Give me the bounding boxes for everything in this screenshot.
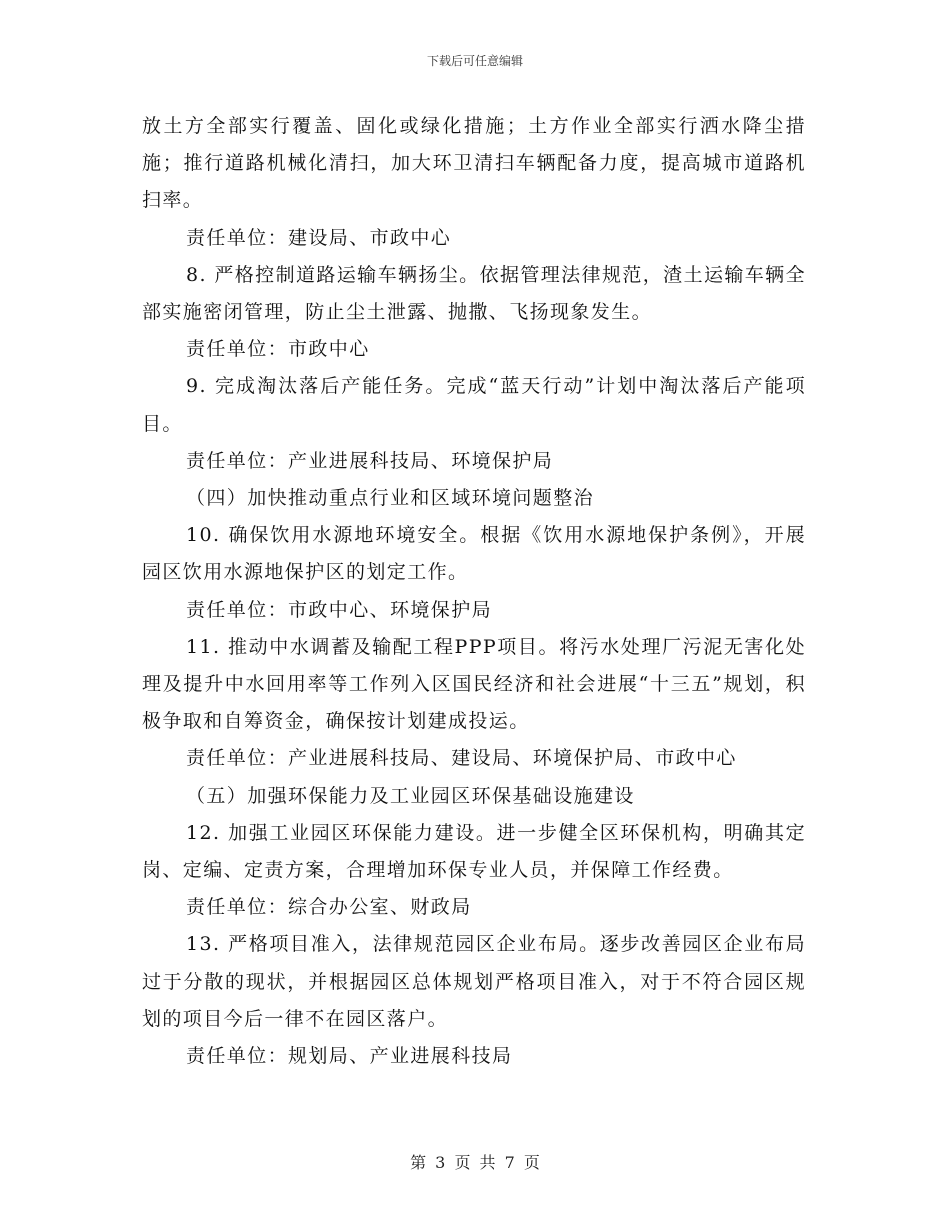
- paragraph: 12. 加强工业园区环保能力建设。进一步健全区环保机构，明确其定岗、定编、定责方案，合理增加环保专业人员，并保障工作经费。: [142, 821, 806, 882]
- paragraph: 9. 完成淘汰落后产能任务。完成“蓝天行动”计划中淘汰落后产能项目。: [142, 375, 806, 435]
- responsible-unit: 责任单位：产业进展科技局、建设局、环境保护局、市政中心: [186, 747, 737, 770]
- paragraph: 10. 确保饮用水源地环境安全。根据《饮用水源地保护条例》，开展园区饮用水源地保护区的划定工作。: [142, 524, 806, 584]
- section-heading: （四）加快推动重点行业和区域环境问题整治: [186, 487, 595, 510]
- page-footer: 第 3 页 共 7 页: [410, 1153, 540, 1172]
- responsible-unit: 责任单位：市政中心: [186, 338, 370, 361]
- page-header: 下载后可任意编辑: [426, 54, 523, 68]
- responsible-unit: 责任单位：产业进展科技局、环境保护局: [186, 449, 554, 472]
- document-body: [142, 108, 806, 1075]
- responsible-unit: 责任单位：综合办公室、财政局: [186, 896, 472, 919]
- responsible-unit: 责任单位：建设局、市政中心: [186, 226, 452, 249]
- responsible-unit: 责任单位：规划局、产业进展科技局: [186, 1045, 513, 1068]
- section-heading: （五）加强环保能力及工业园区环保基础设施建设: [186, 784, 635, 807]
- paragraph: 13. 严格项目准入，法律规范园区企业布局。逐步改善园区企业布局过于分散的现状，并根据园区总体规划严格项目准入，对于不符合园区规划的项目今后一律不在园区落户。: [142, 933, 806, 1030]
- paragraph: 11. 推动中水调蓄及输配工程PPP项目。将污水处理厂污泥无害化处理及提升中水回用率等工作列入区国民经济和社会进展“十三五”规划，积极争取和自筹资金，确保按计划建成投运。: [142, 635, 806, 733]
- paragraph: 8. 严格控制道路运输车辆扬尘。依据管理法律规范，渣土运输车辆全部实施密闭管理，防止尘土泄露、抛撒、飞扬现象发生。: [142, 263, 806, 324]
- responsible-unit: 责任单位：市政中心、环境保护局: [186, 598, 493, 621]
- paragraph: 放土方全部实行覆盖、固化或绿化措施；土方作业全部实行洒水降尘措施；推行道路机械化清扫，加大环卫清扫车辆配备力度，提高城市道路机扫率。: [142, 115, 806, 212]
